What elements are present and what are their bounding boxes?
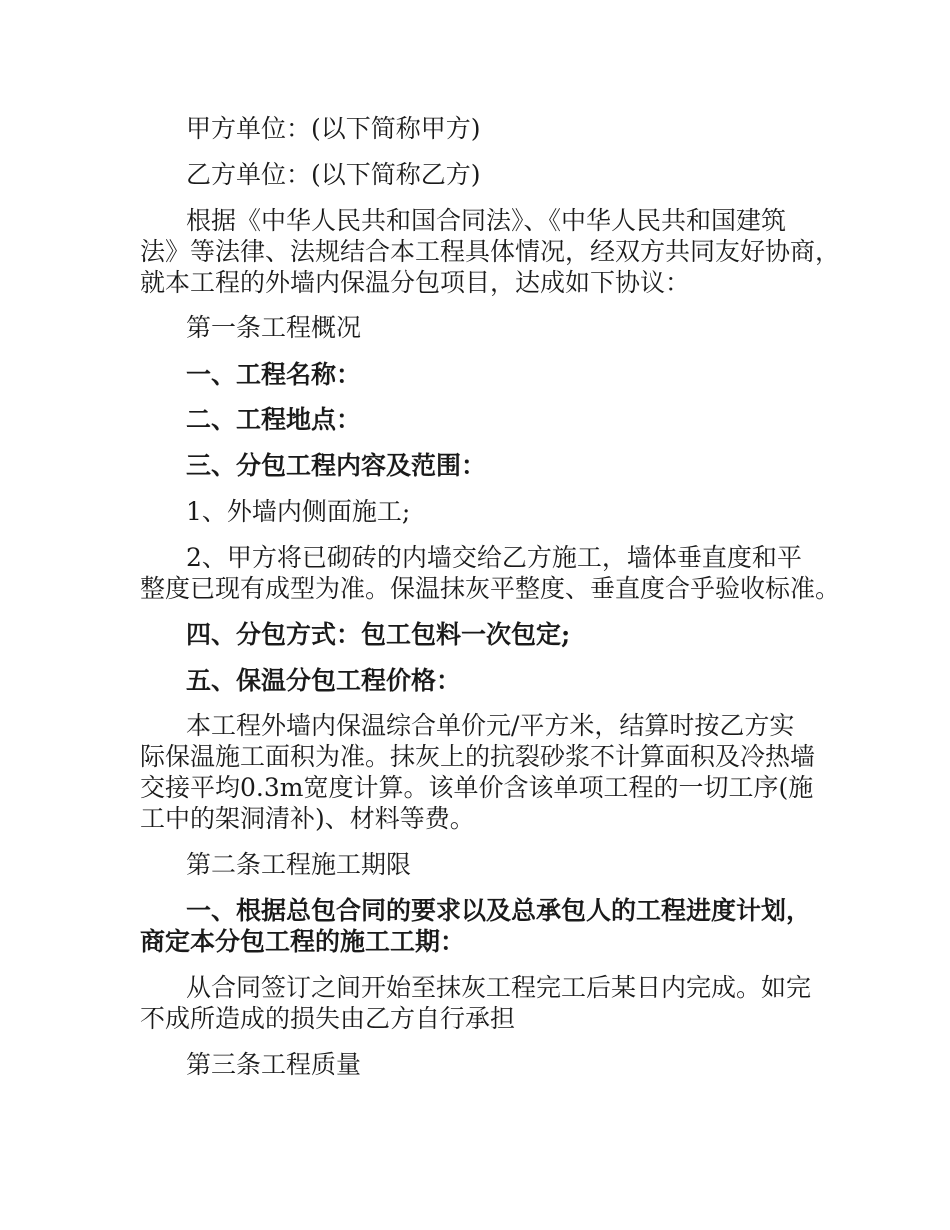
item-project-location: 二、工程地点： [186, 405, 362, 434]
schedule-heading-line-2: 商定本分包工程的施工工期： [140, 927, 466, 956]
scope-point-2-line-2: 整度已现有成型为准。保温抹灰平整度、垂直度合乎验收标准。 [140, 574, 841, 603]
item-project-name: 一、工程名称： [186, 360, 362, 389]
schedule-text-line-1: 从合同签订之间开始至抹灰工程完工后某日内完成。如完 [186, 973, 812, 1002]
article-2-title: 第二条工程施工期限 [186, 850, 412, 879]
scope-point-2-line-1: 2、甲方将已砌砖的内墙交给乙方施工，墙体垂直度和平 [186, 543, 802, 572]
preamble-line-2: 法》等法律、法规结合本工程具体情况，经双方共同友好协商， [140, 237, 841, 266]
party-a-line: 甲方单位：(以下简称甲方) [186, 114, 481, 143]
preamble-line-1: 根据《中华人民共和国合同法》、《中华人民共和国建筑 [186, 206, 787, 235]
preamble-line-3: 就本工程的外墙内保温分包项目，达成如下协议： [140, 268, 691, 297]
price-text-line-1: 本工程外墙内保温综合单价元/平方米，结算时按乙方实 [186, 711, 795, 740]
item-contract-method: 四、分包方式：包工包料一次包定; [186, 620, 571, 649]
schedule-text-line-2: 不成所造成的损失由乙方自行承担 [140, 1004, 516, 1033]
item-scope-heading: 三、分包工程内容及范围： [186, 451, 487, 480]
article-1-title: 第一条工程概况 [186, 313, 362, 342]
item-price-heading: 五、保温分包工程价格： [186, 666, 462, 695]
price-text-line-4: 工中的架洞清补)、材料等费。 [140, 804, 475, 833]
scope-point-1: 1、外墙内侧面施工; [186, 497, 411, 526]
price-text-line-3: 交接平均0.3m宽度计算。该单价含该单项工程的一切工序(施 [140, 773, 814, 802]
schedule-heading-line-1: 一、根据总包合同的要求以及总承包人的工程进度计划， [186, 896, 812, 925]
article-3-title: 第三条工程质量 [186, 1050, 362, 1079]
party-b-line: 乙方单位：(以下简称乙方) [186, 160, 481, 189]
price-text-line-2: 际保温施工面积为准。抹灰上的抗裂砂浆不计算面积及冷热墙 [140, 742, 816, 771]
